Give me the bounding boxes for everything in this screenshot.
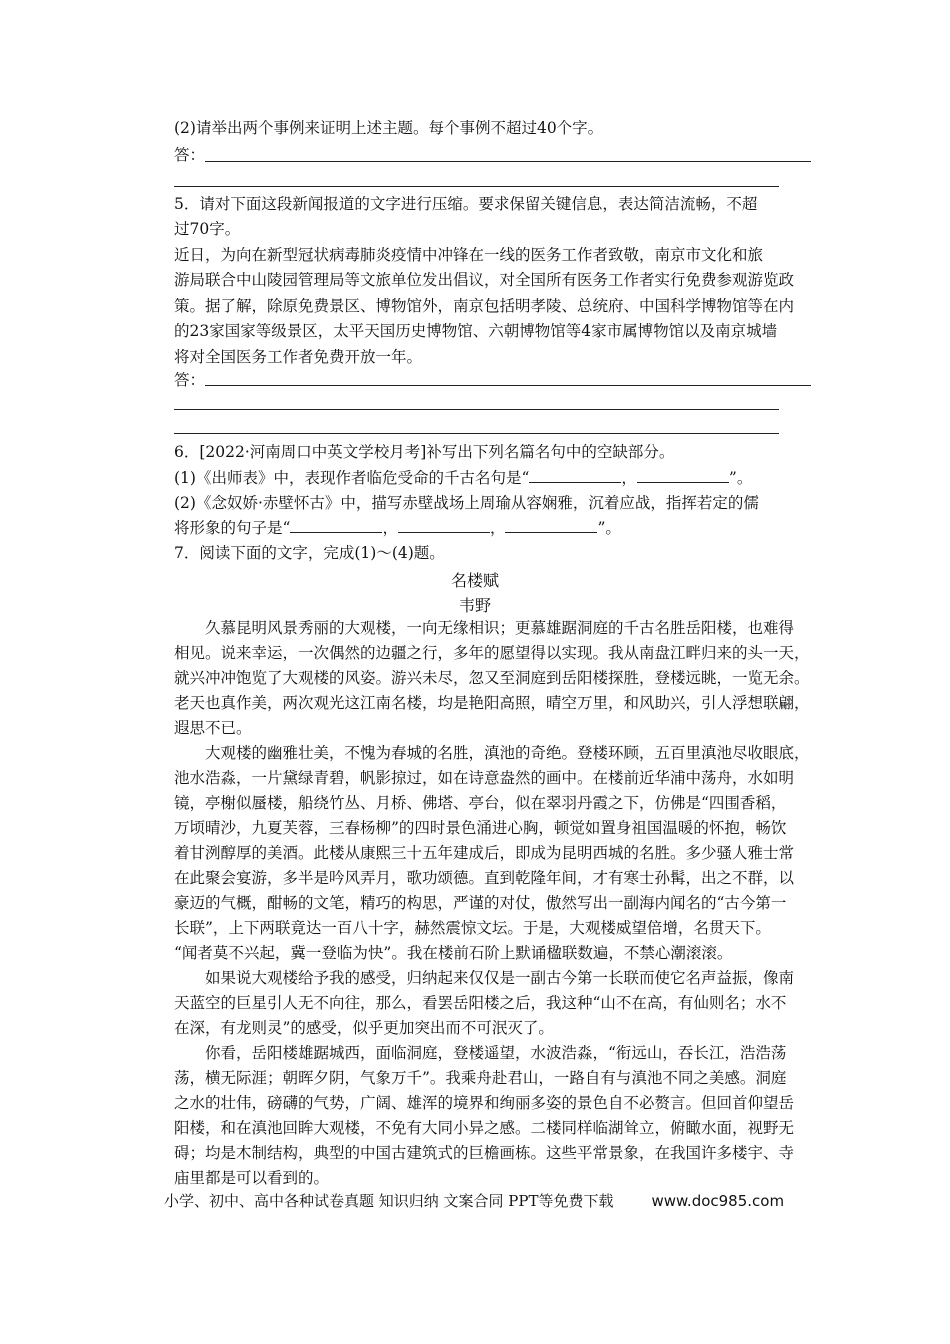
fill-blank[interactable]	[505, 518, 597, 533]
q5-news-line: 策。据了解，除原免费景区、博物馆外，南京包括明孝陵、总统府、中国科学博物馆等在内	[174, 297, 795, 315]
passage-line: 碍；均是木制结构，典型的中国古建筑式的巨檐画栋。这些平常景象，在我国许多楼宇、寺	[174, 1144, 795, 1162]
passage-title: 名楼赋	[450, 571, 499, 590]
passage-author: 韦野	[458, 596, 491, 615]
passage-line: 就兴冲冲饱览了大观楼的风姿。游兴未尽，忽又至洞庭到岳阳楼探胜，登楼远眺，一览无余。	[174, 669, 810, 687]
passage-line: 池水浩淼，一片黛绿青碧，帆影掠过，如在诗意盎然的画中。在楼前近华浦中荡舟，水如明	[174, 769, 795, 787]
page-footer	[164, 1190, 784, 1211]
passage-line: 镜，亭榭似蜃楼，船绕竹丛、月桥、佛塔、亭台，似在翠羽丹霞之下，仿佛是“四围香稻，	[174, 794, 787, 812]
passage-line: 在深，有龙则灵”的感受，似乎更加突出而不可泯灭了。	[174, 1019, 554, 1037]
answer-line[interactable]	[205, 385, 811, 386]
footer-url[interactable]: www.doc985.com	[651, 1192, 785, 1210]
passage-line: 万顷晴沙，九夏芙蓉，三春杨柳”的四时景色涌进心胸，顿觉如置身祖国温暖的怀抱，畅饮	[174, 819, 787, 837]
passage-line: 遐思不已。	[174, 719, 252, 737]
q6-sub1-text: (1)《出师表》中，表现作者临危受命的千古名句是“	[174, 469, 530, 487]
passage-line: 长联”，上下两联竟达一百八十字，赫然震惊文坛。于是，大观楼威望倍增，名贯天下。	[174, 919, 771, 937]
q6-sub2-text: 将形象的句子是“	[174, 519, 291, 537]
passage-line: 荡，横无际涯；朝晖夕阴，气象万千”。我乘舟赴君山，一路自有与滇池不同之美感。洞庭	[174, 1069, 787, 1087]
passage-line: 之水的壮伟，磅礴的气势，广阔、雄浑的境界和绚丽多姿的景色自不必赘言。但回首仰望岳	[174, 1094, 795, 1112]
passage-line: 如果说大观楼给予我的感受，归纳起来仅仅是一副古今第一长联而使它名声益振，像南	[174, 969, 795, 987]
q5-news-line: 的23家国家等级景区，太平天国历史博物馆、六朝博物馆等4家市属博物馆以及南京城墙	[174, 322, 778, 340]
q5-prompt-line1: 5．请对下面这段新闻报道的文字进行压缩。要求保留关键信息，表达简洁流畅，不超	[174, 195, 758, 213]
q7-prompt: 7．阅读下面的文字，完成(1)～(4)题。	[174, 544, 445, 562]
passage-line: 你看，岳阳楼雄踞城西，面临洞庭，登楼遥望，水波浩淼，“衔远山，吞长江，浩浩荡	[174, 1044, 787, 1062]
comma: ，	[382, 519, 398, 537]
q5-prompt-line2: 过70字。	[174, 220, 241, 238]
comma: ，	[489, 519, 506, 537]
passage-line: 大观楼的幽雅壮美，不愧为春城的名胜，滇池的奇绝。登楼环顾，五百里滇池尽收眼底，	[174, 744, 810, 762]
passage-line: “闻者莫不兴起，冀一登临为快”。我在楼前石阶上默诵楹联数遍，不禁心潮滚滚。	[174, 944, 733, 962]
footer-text: 小学、初中、高中各种试卷真题 知识归纳 文案合同 PPT等免费下载	[164, 1192, 614, 1210]
answer-line[interactable]	[174, 186, 779, 187]
passage-line: 阳楼，和在滇池回眸大观楼，不免有大同小异之感。二楼同样临湖耸立，俯瞰水面，视野无	[174, 1119, 795, 1137]
passage-line: 老天也真作美，两次观光这江南名楼，均是艳阳高照，晴空万里，和风助兴，引人浮想联翩，	[174, 694, 810, 712]
q6-sub1	[174, 466, 814, 491]
q5-answer-label: 答：	[174, 371, 206, 389]
fill-blank[interactable]	[637, 468, 729, 483]
fill-blank[interactable]	[398, 518, 490, 533]
passage-line: 着甘洌醇厚的美酒。此楼从康熙三十五年建成后，即成为昆明西城的名胜。多少骚人雅士常	[174, 844, 795, 862]
q4-sub2: (2)请举出两个事例来证明上述主题。每个事例不超过40个字。	[174, 119, 604, 137]
passage-line: 相见。说来幸运，一次偶然的边疆之行，多年的愿望得以实现。我从南盘江畔归来的头一天，	[174, 644, 810, 662]
passage-line: 豪迈的气概，酣畅的文笔，精巧的构思，严谨的对仗，傲然写出一副海内闻名的“古今第一	[174, 894, 787, 912]
fill-blank[interactable]	[290, 518, 382, 533]
q5-news-line: 游局联合中山陵园管理局等文旅单位发出倡议，对全国所有医务工作者实行免费参观游览政	[174, 271, 795, 289]
close-quote: ”。	[728, 469, 753, 487]
q5-news-line: 近日，为向在新型冠状病毒肺炎疫情中冲锋在一线的医务工作者致敬，南京市文化和旅	[174, 246, 764, 264]
answer-line[interactable]	[174, 433, 779, 434]
q6-sub2-line1: (2)《念奴娇·赤壁怀古》中，描写赤壁战场上周瑜从容娴雅，沉着应战，指挥若定的儒	[174, 494, 759, 512]
q5-news-line: 将对全国医务工作者免费开放一年。	[174, 348, 423, 366]
passage-line: 天蓝空的巨星引人无不向往，那么，看罢岳阳楼之后，我这种“山不在高，有仙则名；水不	[174, 994, 787, 1012]
answer-line[interactable]	[205, 161, 811, 162]
passage-line: 庙里都是可以看到的。	[174, 1169, 330, 1187]
q6-prompt: 6．[2022·河南周口中英文学校月考]补写出下列名篇名句中的空缺部分。	[174, 443, 675, 461]
fill-blank[interactable]	[529, 468, 621, 483]
comma: ，	[621, 469, 637, 487]
q4-answer-label: 答：	[174, 146, 206, 164]
passage-line: 久慕昆明风景秀丽的大观楼，一向无缘相识；更慕雄踞洞庭的千古名胜岳阳楼，也难得	[174, 619, 795, 637]
q6-sub2-line2	[174, 516, 814, 541]
answer-line[interactable]	[174, 409, 779, 410]
close-quote: ”。	[597, 519, 621, 537]
passage-line: 在此聚会宴游，多半是吟风弄月，歌功颂德。直到乾隆年间，才有寒士孙髯，出之不群，以	[174, 869, 795, 887]
